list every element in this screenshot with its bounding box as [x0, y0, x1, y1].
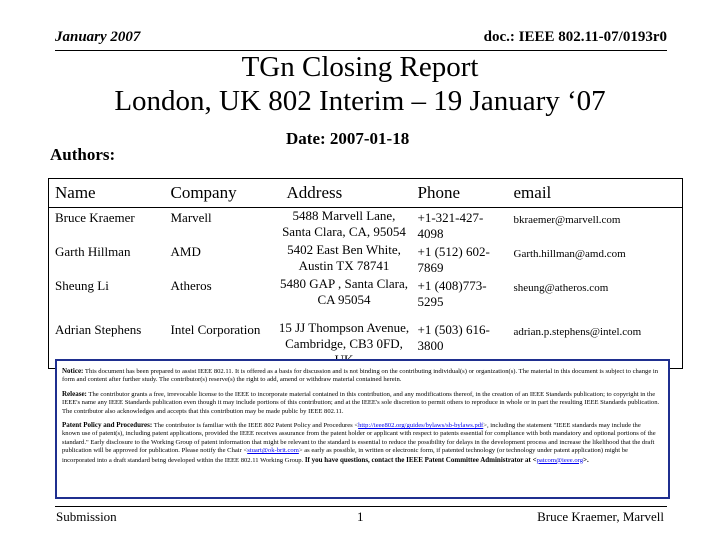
- column-header-email: email: [508, 179, 683, 208]
- notice-text: This document has been prepared to assist IEEE 802.11. It is offered as a basis for discussion and is not binding on the contributing individual(s) or organization(s). The material in this document is subject to change in form and content after further study. The contributor(s) reserve(s) the right to add, amend or withdraw material contained herein.: [62, 368, 659, 384]
- notice-label: Notice:: [62, 367, 84, 375]
- column-header-name: Name: [49, 179, 165, 208]
- author-name: Sheung Li: [55, 278, 109, 293]
- patent-label: Patent Policy and Procedures:: [62, 421, 153, 430]
- table-row: [49, 242, 683, 276]
- release-paragraph: [62, 390, 660, 416]
- author-phone: +1 (512) 602-7869: [417, 244, 490, 275]
- authors-table: [48, 178, 683, 369]
- author-company: AMD: [170, 244, 201, 259]
- author-name: Garth Hillman: [55, 244, 131, 259]
- patent-text-3: > as early as possible, in written or electronic form, if patented technology (or technology under patent application) might be incorporated into a draft standard being developed within the IEEE 802.11 Working Group.: [62, 447, 628, 464]
- release-text: The contributor grants a free, irrevocable license to the IEEE to incorporate material contained in this contribution, and any modifications thereof, in the creation of an IEEE Standards publication; to copyright in the IEEE's name any IEEE Standards publication even though it may include portions of this contribution; and at the IEEE's sole discretion to permit others to reproduce in whole or in part the resulting IEEE Standards publication. The contributor also acknowledges and accepts that this contribution may be made public by IEEE 802.11.: [62, 390, 660, 415]
- ieee-notice-box: [55, 359, 670, 499]
- author-email: Garth.hillman@amd.com: [513, 248, 626, 260]
- patent-text-1: The contributor is familiar with the IEEE 802 Patent Policy and Procedures <: [153, 422, 359, 430]
- title-line-1: TGn Closing Report: [241, 51, 479, 83]
- author-phone: +1 (408)773-5295: [417, 278, 487, 309]
- footer-author: Bruce Kraemer, Marvell: [537, 509, 664, 524]
- author-email: bkraemer@marvell.com: [513, 214, 621, 226]
- author-email: adrian.p.stephens@intel.com: [513, 326, 642, 338]
- author-address: 15 JJ Thompson Avenue, Cambridge, CB3 0FD,: [278, 320, 410, 351]
- patcom-email-link[interactable]: patcom@ieee.org: [536, 456, 583, 464]
- release-label: Release:: [62, 389, 87, 398]
- slide-title: [0, 50, 720, 118]
- author-company: Marvell: [170, 210, 212, 225]
- patent-contact-text: If you have questions, contact the IEEE Patent Committee Administrator at <: [304, 455, 537, 464]
- author-address: 5488 Marvell Lane, Santa Clara, CA, 95054: [282, 208, 406, 239]
- author-company: Atheros: [170, 278, 212, 293]
- page-number: 1: [357, 509, 364, 524]
- patent-text-2: >, including the statement "IEEE standards may include the known use of patent(s), including patent applications, provided the IEEE receives assurance from the patent holder or applicant with respect to patents essential for compliance with both mandatory and optional portions of the standard." Early disclosure to the Working Group of patent information that might be relevant to the standard is essential to reduce the possibility for delays in the development process and increase the likelihood that the draft publication will be approved for publication. Please notify the Chair <: [62, 422, 656, 455]
- author-address: 5480 GAP , Santa Clara, CA 95054: [279, 276, 409, 307]
- document-date: Date: 2007-01-18: [286, 129, 410, 148]
- column-header-address: Address: [277, 179, 412, 208]
- author-address: 5402 East Ben White, Austin TX 78741: [287, 242, 401, 273]
- author-phone: +1-321-427-4098: [417, 210, 484, 241]
- author-phone: +1 (503) 616-3800: [417, 322, 490, 353]
- column-header-company: Company: [165, 179, 277, 208]
- column-header-phone: Phone: [412, 179, 508, 208]
- footer-submission: Submission: [56, 509, 117, 524]
- table-row: [49, 208, 683, 243]
- authors-label: Authors:: [50, 145, 116, 164]
- patent-end: >.: [583, 455, 589, 464]
- table-header-row: [49, 179, 683, 208]
- author-email: sheung@atheros.com: [513, 282, 609, 294]
- author-name: Bruce Kraemer: [55, 210, 135, 225]
- author-name: Adrian Stephens: [55, 322, 142, 337]
- title-line-2: London, UK 802 Interim – 19 January ‘07: [114, 85, 606, 117]
- notice-paragraph: [62, 367, 660, 385]
- header-doc-id: doc.: IEEE 802.11-07/0193r0: [483, 29, 667, 45]
- patent-paragraph: [62, 421, 660, 465]
- header-date: January 2007: [55, 29, 141, 45]
- chair-email-link[interactable]: stuart@ok-brit.com: [247, 447, 299, 455]
- table-row: [49, 276, 683, 320]
- author-company: Intel Corporation: [170, 322, 261, 337]
- footer-divider: [55, 506, 667, 507]
- patent-policy-link[interactable]: http://ieee802.org/guides/bylaws/sb-bylaws.pdf: [358, 422, 484, 430]
